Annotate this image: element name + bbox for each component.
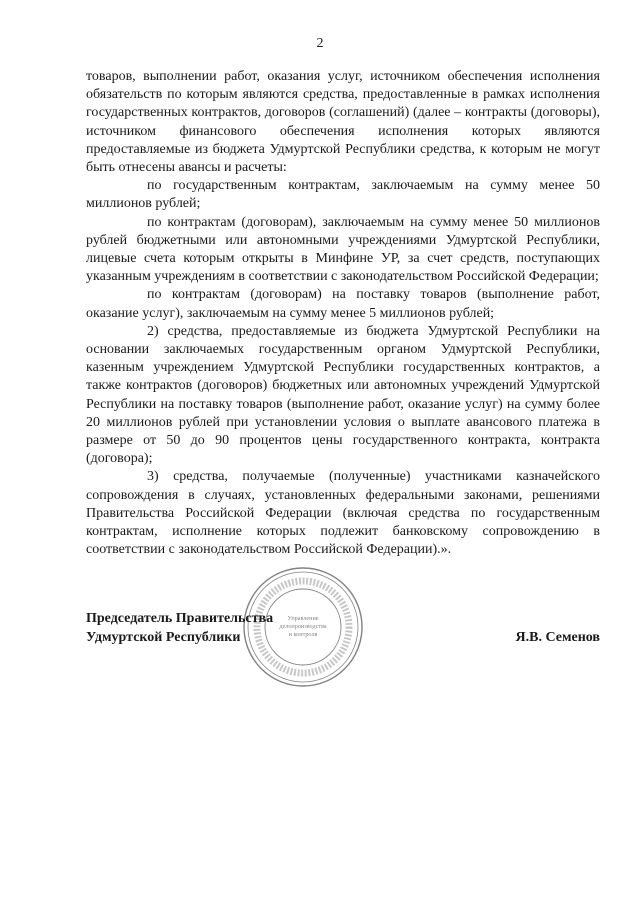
signature-block — [86, 609, 600, 669]
paragraph: по государственным контрактам, заключаемым на сумму менее 50 миллионов рублей; — [86, 178, 600, 212]
seal-text-line: и контроля — [288, 631, 318, 638]
paragraph: 2) средства, предоставляемые из бюджета Удмуртской Республики на основании заключаемых государственным органом Удмуртской Республики, казенным учреждением Удмуртской Республики государственных контрактов, а также контрактов (договоров) бюджетных или автономных учреждений Удмуртской Республики на поставку товаров (выполнение работ, оказание услуг) на сумму более 20 миллионов рублей при установлении условия о выплате авансового платежа в размере от 50 до 90 процентов цены государственного контракта, контракта (договора); — [86, 323, 600, 467]
paragraph: 3) средства, получаемые (полученные) участниками казначейского сопровождения в случаях, установленных федеральными законами, решениями Правительства Российской Федерации (включая средства по государственным контрактам, исполнение которых подлежит банковскому сопровождению в соответствии с законодательством Российской Федерации).». — [86, 469, 600, 558]
paragraph: по контрактам (договорам), заключаемым на сумму менее 50 миллионов рублей бюджетными или автономными учреждениями Удмуртской Республики, лицевые счета которым открыты в Минфине УР, за счет средств, поступающих указанным учреждениям в соответствии с законодательством Российской Федерации; — [86, 214, 600, 285]
seal-text-line: делопроизводства — [279, 623, 327, 630]
paragraph: по контрактам (договорам) на поставку товаров (выполнение работ, оказание услуг), заключаемым на сумму менее 5 миллионов рублей; — [86, 287, 600, 321]
signatory-position-line: Председатель Правительства — [86, 611, 274, 626]
page-number: 2 — [316, 36, 324, 51]
signatory-position-line: Удмуртской Республики — [86, 630, 241, 645]
signatory-position — [86, 609, 273, 647]
signatory-name: Я.В. Семенов — [515, 630, 600, 645]
paragraph: товаров, выполнении работ, оказания услуг, источником обеспечения исполнения обязательств по которым являются средства, предоставленные в рамках исполнения государственных контрактов, договоров (соглашений) (далее – контракты (договоры), источником финансового обеспечения исполнения которых являются предоставляемые из бюджета Удмуртской Республики средства, к которым не могут быть отнесены авансы и расчеты: — [86, 69, 600, 176]
seal-text-line: Управление — [287, 615, 319, 622]
document-body — [86, 68, 600, 559]
